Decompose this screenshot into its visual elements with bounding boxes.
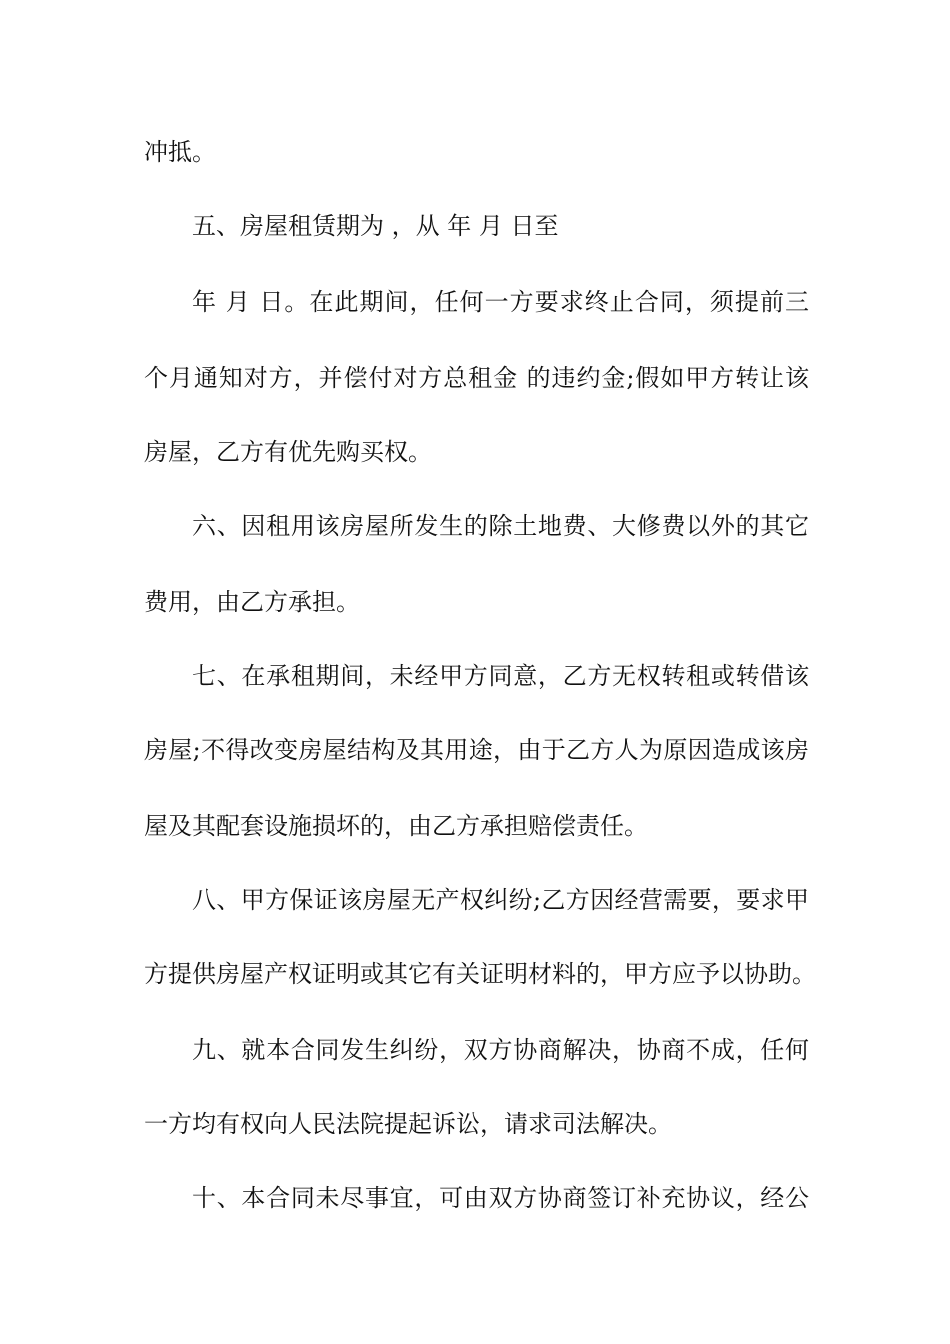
text-line: 房屋;不得改变房屋结构及其用途，由于乙方人为原因造成该房 <box>144 736 809 764</box>
text-line: 九、就本合同发生纠纷，双方协商解决，协商不成，任何 <box>192 1036 809 1064</box>
text-line: 费用，由乙方承担。 <box>144 588 360 616</box>
text-line: 五、房屋租赁期为 ，从 年 月 日至 <box>192 212 559 240</box>
text-line: 冲抵。 <box>144 138 216 166</box>
text-line: 十、本合同未尽事宜，可由双方协商签订补充协议，经公 <box>192 1184 809 1212</box>
text-line: 个月通知对方，并偿付对方总租金 的违约金;假如甲方转让该 <box>144 364 809 392</box>
text-line: 年 月 日。在此期间，任何一方要求终止合同，须提前三 <box>192 288 809 316</box>
text-line: 一方均有权向人民法院提起诉讼，请求司法解决。 <box>144 1110 672 1138</box>
text-line: 六、因租用该房屋所发生的除土地费、大修费以外的其它 <box>192 512 809 540</box>
text-line: 七、在承租期间，未经甲方同意，乙方无权转租或转借该 <box>192 662 809 690</box>
text-line: 房屋，乙方有优先购买权。 <box>144 438 432 466</box>
text-line: 方提供房屋产权证明或其它有关证明材料的，甲方应予以协助。 <box>144 960 816 988</box>
text-line: 屋及其配套设施损坏的，由乙方承担赔偿责任。 <box>144 812 648 840</box>
text-line: 八、甲方保证该房屋无产权纠纷;乙方因经营需要，要求甲 <box>192 886 809 914</box>
